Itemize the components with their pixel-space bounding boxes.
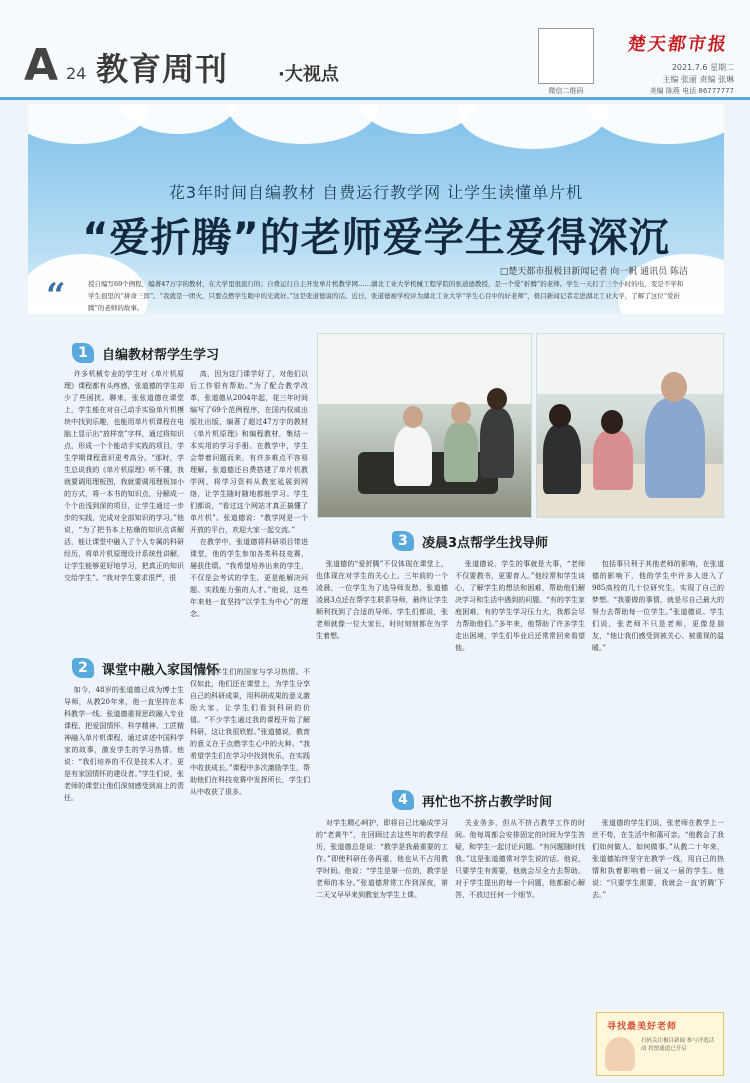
section-3-title xyxy=(392,531,548,551)
newspaper-logo: 楚天都市报 xyxy=(626,34,730,55)
section-1-title xyxy=(72,343,219,363)
classroom-photo xyxy=(317,333,532,518)
section-heading: 自编教材帮学生学习 xyxy=(102,347,220,363)
lab-photo xyxy=(536,333,724,518)
section-3-column-1: 张道德的“爱折腾”不仅体现在课堂上，也体现在对学生的关心上。三年前的一个凌晨，一位学生为了选导师发愁，张道德凌晨3点还在帮学生联系导师，最终让学生顺利找到了合适的导师。学生们都说，张老师就像一位大家长，时时刻刻都在为学生着想。 xyxy=(316,560,448,640)
qr-code-icon xyxy=(538,28,594,84)
design-line: 美编 陈燕 电话 86777777 xyxy=(649,87,734,95)
section-2-column-1: 如今，48岁的张道德已成为博士生导师，从教20年来，他一直坚持在本科教学一线。张道德重视思政融入专业课程，把爱国情怀、科学精神、工匠精神融入单片机课程，通过讲述中国科学家的故事，激发学生的学习热情。他说：“我们培养的不仅是技术人才，更是有家国情怀的建设者。”学生们说，张老师的课堂让他们深刻感受到肩上的责任。 xyxy=(64,686,184,802)
section-name: 教育周刊 xyxy=(96,50,229,88)
qr-label: 微信二维码 xyxy=(548,87,584,95)
section-number-badge: 2 xyxy=(72,658,94,678)
page-number: 24 xyxy=(66,64,87,83)
quote-icon: “ xyxy=(46,276,66,316)
page-letter: A xyxy=(24,40,59,91)
section-4-title xyxy=(392,790,552,810)
article-headline: “爱折腾”的老师爱学生爱得深沉 xyxy=(82,215,670,261)
masthead xyxy=(0,0,750,100)
section-1-column-2: 高，因为这门课学好了，对他们以后工作很有帮助。”为了配合教学改革，张道德从2004年起，花三年时间编写了69个范例程序，在国内权威出版社出版，编著了超过47万字的教材《单片机原理》和编程教材，集结一本实用的学习手册。在教学中，学生会带着问题而来，有许多难点不容易理解。张道德还自费搭建了单片机教学网，将学习资料从教室延展到网络，让学生随时随地都能学习。学生们都说，“看过这个网站才真正搞懂了单片机”。张道德说：“教学网是一个开放的平台，欢迎大家一起交流。” 在教学中，张道德将科研项目带进课堂，他的学生参加各类科技竞赛，屡获佳绩。“我希望培养出来的学生，不仅是会考试的学生，更是能解决问题、实践能力强的人才。”他说，这些年来他一直坚持“以学生为中心”的理念。 xyxy=(190,370,308,618)
promo-text: 扫码关注极目新闻 参与评选活动 投票通道已开启 xyxy=(641,1038,715,1052)
teacher-figure-icon xyxy=(605,1037,635,1071)
article-byline: □楚天都市报极目新闻记者 向一帆 通讯员 陈洁 xyxy=(499,267,688,277)
section-number-badge: 3 xyxy=(392,531,414,551)
section-4-column-1: 对学生精心呵护，即将自己比喻成学习的“老黄牛”，在回顾过去这些年的教学经历，张道德总是说：“教学是我最重要的工作。”即使科研任务再重，他也从不占用教学时间。他说：“学生是第一位的，教学是老师的本分。”张道德常常工作到深夜，第二天又早早来到教室为学生上课。 xyxy=(316,819,448,899)
article-lead: 授自编写69个例程，编著47万字的教材，在大学里很流行的；自费运行自主开发单片机教学网……湖北工业大学机械工程学院的张道德教授，是一个爱“折腾”的老师。学生一天打了三个小时的电，变是不学和学生很里的“拼命三郎”。“我就是一团火，只要点燃学生眼中的光就好。”这是张道德说的话。近日，张道德被学校评为湖北工业大学“学生心目中的好老师”，极目新闻记者走进湖北工业大学，了解了这位“爱折腾”的老师的故事。 xyxy=(88,280,684,312)
section-1-column-1: 许多机械专业的学生对《单片机原理》课程都有头疼感，张道德的学生却少了些困扰。聊来，张张道德在课堂上，学生能在对自己动手实验单片机模块中找到乐趣，也能用单片机课程在电脑上显示出“放样宽”字样，通过将知识点，形成一个个能动手实践的项目，学生学期课程意识更考高分。“那时，学生总说我的《单片机原理》听不懂，我就要调用理板图，我就要调用理板加小的方式，将一本书的知识点，分解成一个个由浅到深的项目，让学生通过一步步的实践，完成对全部知识的学习。”他说，“为了把书本上枯燥的知识点讲解活，能让课堂中融入了个人专属的科研经历，将单片机原理设计系统性讲解，让学生能够更好地学习，把真正的知识交给学生”。“我对学生要求很严，很 xyxy=(64,370,184,582)
section-number-badge: 4 xyxy=(392,790,414,810)
promo-title: 寻找最美好老师 xyxy=(607,1022,678,1032)
section-number-badge: 1 xyxy=(72,343,94,363)
publication-date: 2021.7.6 星期二 xyxy=(671,63,734,72)
sub-section: ·大视点 xyxy=(278,64,339,85)
promo-box xyxy=(596,1012,724,1076)
section-2-column-2: 教育学生们的国家与学习热情。不仅如此，他们还在课堂上，为学生分享自己的科研成果，用科研成果的意义激励大家，让学生们看到科研的价值。“不少学生通过我的课程开始了解科研，这让我很欣慰。”张道德说，教育的意义在于点燃学生心中的火种。“我希望学生们在学习中找到快乐，在实践中收获成长。”课程中多次激励学生，帮助他们在科技竞赛中发挥所长，学生们从中收获了很多。 xyxy=(190,668,310,796)
section-heading: 再忙也不挤占教学时间 xyxy=(422,794,553,810)
article-kicker: 花3年时间自编教材 自费运行教学网 让学生读懂单片机 xyxy=(168,183,584,202)
section-4-column-3: 张道德的学生们说，张老师在教学上一丝不苟，在生活中和蔼可亲。“他教会了我们如何做人、如何做事。”从教二十年来，张道德始终坚守在教学一线，用自己的热情和执着影响着一届又一届的学生。他说：“只要学生需要，我就会一直‘折腾’下去。” xyxy=(592,819,724,899)
section-heading: 课堂中融入家国情怀 xyxy=(102,662,220,678)
section-4-column-2: 关业务多，但从不挤占教学工作的时间。他每周都会安排固定的时间为学生答疑，和学生一起讨论问题。“有问题随时找我。”这是张道德常对学生说的话。他说，只要学生有需要，他就会尽全力去帮助。对于学生提出的每一个问题，他都耐心解答，不放过任何一个细节。 xyxy=(455,819,585,899)
section-heading: 凌晨3点帮学生找导师 xyxy=(422,535,549,551)
section-3-column-3: 包括事只利于其他老师的影响，在张道德的影响下，他的学生中许多人进入了985高校的几十位研究生，实现了自己的梦想。“我要做的事情，就是尽自己最大的努力去帮助每一位学生。”张道德说。学生们说，张老师不只是老师，更像是朋友，“他让我们感受到被关心、被重视的温暖。” xyxy=(592,560,724,652)
editor-line: 主编 张丽 责编 张琳 xyxy=(662,75,734,84)
section-3-column-2: 张道德说，学生的事就是大事，“老师不仅要教书，更要育人。”他经常和学生谈心，了解学生的想法和困难，帮助他们解决学习和生活中遇到的问题。“有的学生家庭困难，有的学生学习压力大，我都会尽力帮助他们。”多年来，他帮助了许多学生走出困境，学生们毕业后还常常回来看望他。 xyxy=(455,560,585,652)
